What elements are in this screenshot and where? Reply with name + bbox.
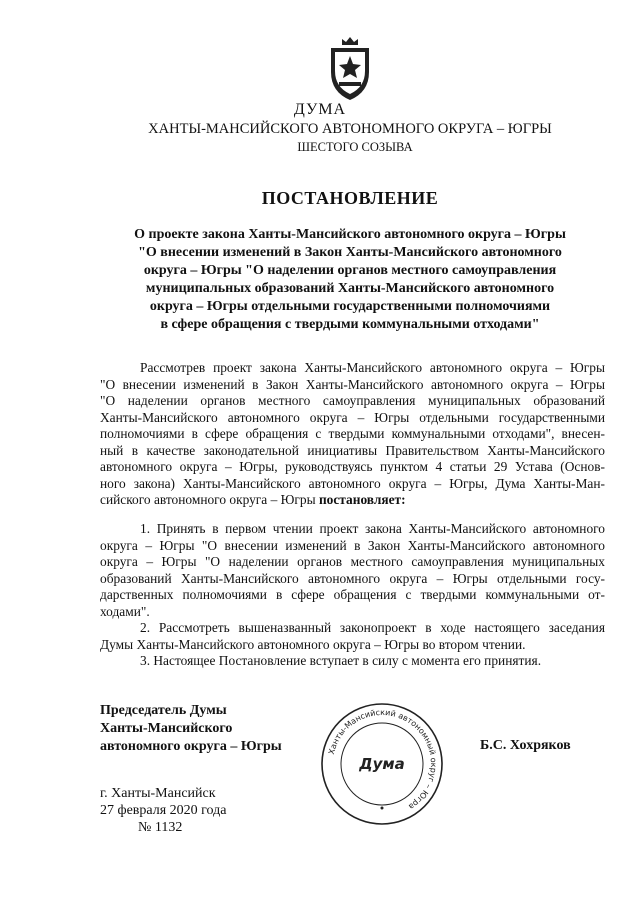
subject-line: муниципальных образований Ханты-Мансийского автономного [145, 281, 555, 296]
item-line: Думы Ханты-Мансийского автономного округа – Югры во втором чтении. [100, 636, 526, 652]
item-line: 3. Настоящее Постановление вступает в силу с момента его принятия. [140, 653, 542, 668]
duma-heading: ДУМА [293, 101, 347, 118]
document-type-title: ПОСТАНОВЛЕНИЕ [261, 188, 439, 208]
item-line: 1. Принять в первом чтении проект закона Ханты-Мансийского автономного [140, 521, 605, 536]
intro-line: полномочиями в сфере обращения с твердыми коммунальными отходами", внесен- [100, 426, 605, 441]
document-number: № 1132 [138, 820, 183, 835]
intro-line: Ханты-Мансийского автономного округа – Югры отдельными государственными [100, 409, 605, 425]
seal-center-text: Дума [359, 755, 405, 773]
intro-line: автономного округа – Югры, руководствуясь пунктом 4 статьи 29 Устава (Основ- [100, 459, 605, 474]
subject-line: О проекте закона Ханты-Мансийского автономного округа – Югры [134, 227, 566, 242]
item-line: образований Ханты-Мансийского автономного округа – Югры отдельными госу- [100, 570, 605, 586]
resolve-word: постановляет: [318, 492, 406, 507]
signatory-title-line: Председатель Думы [100, 703, 227, 718]
date: 27 февраля 2020 года [100, 803, 227, 818]
item-line: ходами". [100, 603, 150, 619]
city: г. Ханты-Мансийск [100, 786, 216, 801]
signatory-title [100, 702, 282, 756]
seal-ring-text: Ханты-Мансийский автономный округ – Югра [326, 707, 439, 812]
item-line: округа – Югры "О внесении изменений в Закон Ханты-Мансийского автономного [100, 537, 605, 553]
item-line: дарственных полномочиями в сфере обращения с твердыми коммунальными от- [100, 587, 605, 602]
item-line: 2. Рассмотреть вышеназванный законопроект в ходе настоящего заседания [140, 620, 605, 635]
subject-line: округа – Югры "О наделении органов местного самоуправления [143, 263, 557, 278]
intro-line: "О наделении органов местного самоуправления муниципальных образований [100, 393, 605, 408]
intro-line: ный в качестве законодательной инициативы Правительством Ханты-Мансийского [100, 442, 605, 458]
document-subject [100, 226, 600, 334]
subject-line: округа – Югры отдельными государственными полномочиями [149, 299, 551, 314]
signatory-name: Б.С. Хохряков [480, 738, 571, 753]
intro-last-text: сийского автономного округа – Югры [100, 492, 319, 507]
official-seal [318, 700, 446, 828]
signatory-title-line: автономного округа – Югры [100, 739, 282, 754]
intro-line [100, 492, 605, 509]
signatory-title-line: Ханты-Мансийского [100, 721, 233, 736]
intro-paragraph [100, 360, 605, 509]
coat-of-arms-emblem [325, 34, 375, 102]
intro-line: "О внесении изменений в Закон Ханты-Мансийского автономного округа – Югры [100, 376, 605, 392]
subject-line: в сфере обращения с твердыми коммунальными отходами" [160, 317, 540, 332]
subject-line: "О внесении изменений в Закон Ханты-Мансийского автономного [138, 245, 562, 260]
convocation-heading: ШЕСТОГО СОЗЫВА [297, 140, 413, 154]
intro-line: Рассмотрев проект закона Ханты-Мансийского автономного округа – Югры [140, 360, 605, 375]
place-date-block [100, 785, 227, 836]
resolution-items [100, 521, 605, 670]
intro-line: ного закона) Ханты-Мансийского автономного округа – Югры, Дума Ханты-Ман- [100, 475, 605, 491]
item-line: округа – Югры "О наделении органов местного самоуправления муниципальных [100, 554, 605, 569]
okrug-heading: ХАНТЫ-МАНСИЙСКОГО АВТОНОМНОГО ОКРУГА – ЮГРЫ [148, 121, 552, 137]
